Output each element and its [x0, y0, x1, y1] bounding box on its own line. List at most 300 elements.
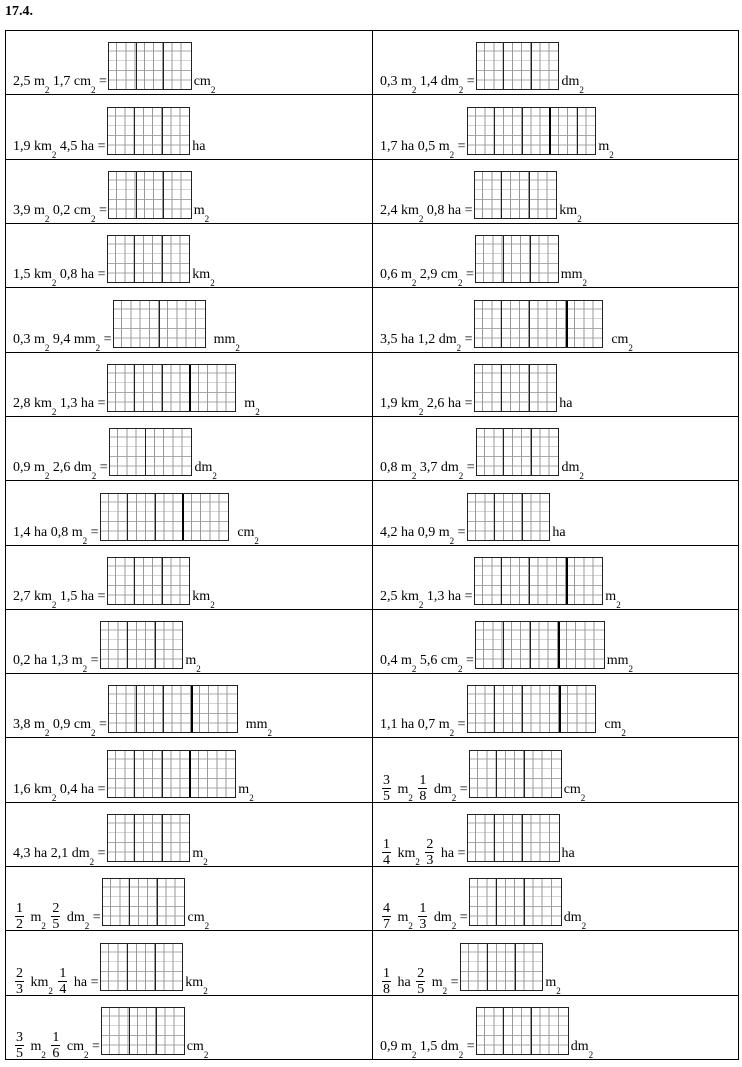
expression — [380, 927, 738, 997]
grid-group-separator — [162, 815, 163, 861]
unit-text: cm — [563, 781, 581, 797]
expression-text: 9,4 mm — [49, 331, 96, 347]
expression — [380, 27, 738, 94]
exercise-row — [6, 738, 739, 802]
unit-label: cm 2 — [187, 910, 210, 932]
grid-group-separator — [530, 236, 531, 282]
expression-text: = — [462, 653, 474, 669]
exercise-cell — [373, 609, 739, 673]
expression-text: cm — [63, 1039, 84, 1054]
fraction — [51, 1030, 60, 1061]
exercise-row — [6, 159, 739, 223]
expression-text: m — [394, 910, 409, 926]
fraction-denominator: 3 — [426, 853, 434, 869]
grid-group-separator — [134, 558, 135, 604]
unit-text: dm — [570, 1039, 589, 1054]
expression-text: 2,6 ha = — [423, 395, 473, 411]
expression-text: 0,9 m — [380, 1039, 412, 1054]
grid-group-separator — [531, 429, 532, 475]
expression-text: 2,9 cm — [416, 267, 458, 283]
expression — [380, 91, 738, 158]
unit-label: km 2 — [192, 267, 215, 289]
expression-text: 1,3 ha = — [423, 588, 473, 604]
grid-decimal-separator — [566, 558, 568, 604]
expression-text: = — [95, 717, 107, 733]
expression-text: 2,5 m — [13, 74, 45, 90]
expression — [380, 799, 738, 869]
exercise-cell — [373, 995, 739, 1059]
unit-label: m 2 — [244, 395, 260, 417]
grid-group-separator — [134, 751, 135, 797]
unit-label: mm 2 — [213, 331, 240, 353]
expression-label: 1,9 km 2 2,6 ha = — [380, 395, 473, 417]
answer-grid[interactable] — [469, 750, 562, 798]
unit-text: ha — [552, 524, 566, 540]
expression-label: $\frac{1}{8}$ ha $\frac{2}{5}$ m 2 = — [383, 965, 459, 997]
fraction-numerator: 1 — [383, 837, 390, 853]
grid-group-separator — [522, 815, 523, 861]
expression-text: 2,7 km — [13, 588, 52, 604]
unit-label: dm 2 — [563, 910, 587, 932]
answer-grid[interactable] — [102, 878, 186, 926]
expression-label: 0,4 m 2 5,6 cm 2 = — [380, 653, 474, 675]
grid-group-separator — [529, 365, 530, 411]
grid-group-separator — [501, 172, 502, 218]
grid-group-separator — [127, 494, 128, 540]
grid-group-separator — [529, 558, 530, 604]
unit-text: cm — [187, 910, 205, 926]
grid-group-separator — [136, 43, 137, 89]
fraction-numerator: 2 — [52, 901, 60, 917]
unit-label — [562, 846, 575, 862]
grid-group-separator — [501, 558, 502, 604]
answer-grid[interactable] — [474, 300, 604, 348]
expression-text: ha = — [437, 846, 466, 862]
expression-text: = — [87, 653, 99, 669]
exercise-row — [6, 481, 739, 545]
expression-label: 4,2 ha 0,9 m 2 = — [380, 524, 466, 546]
answer-grid[interactable] — [109, 428, 193, 476]
expression-text: 1,7 ha 0,5 m — [380, 138, 450, 154]
expression-label: 1,4 ha 0,8 m 2 = — [13, 524, 99, 546]
exercise-cell — [373, 416, 739, 480]
fraction — [418, 773, 427, 804]
unit-text: m — [192, 846, 204, 862]
grid-group-separator — [494, 815, 495, 861]
grid-group-separator — [487, 944, 488, 990]
expression-label: 0,9 m 2 2,6 dm 2 = — [13, 460, 108, 482]
answer-grid[interactable] — [467, 685, 597, 733]
grid-group-separator — [522, 686, 523, 732]
expression-label: $\frac{4}{7}$ m 2 $\frac{1}{3}$ dm 2 = — [383, 901, 468, 933]
expression-text: 1,5 ha = — [56, 588, 106, 604]
answer-grid[interactable] — [108, 42, 192, 90]
grid-decimal-separator — [558, 622, 560, 668]
expression-text: 3,9 m — [13, 202, 45, 218]
unit-label: cm 2 — [611, 331, 633, 353]
exercise-cell — [373, 31, 739, 95]
expression — [13, 799, 372, 866]
expression-text: 0,8 m — [380, 460, 412, 476]
expression-text: 1,5 km — [13, 267, 52, 283]
fraction-denominator: 5 — [417, 981, 425, 997]
exercise-cell — [373, 288, 739, 352]
expression-text — [413, 910, 417, 926]
expression-label: 0,6 m 2 2,9 cm 2 = — [380, 267, 474, 289]
expression-text: 1,3 ha = — [56, 395, 106, 411]
grid-group-separator — [529, 172, 530, 218]
unit-label: cm 2 — [186, 1039, 209, 1060]
exercise-cell — [373, 545, 739, 609]
fraction-numerator: 2 — [16, 965, 23, 981]
unit-label: m 2 — [598, 138, 614, 160]
expression-text: = — [454, 138, 466, 154]
expression-text: = — [463, 460, 475, 476]
unit-text: ha — [192, 138, 206, 154]
fraction — [15, 1030, 24, 1061]
exercise-row — [6, 31, 739, 95]
fraction — [418, 901, 427, 932]
unit-label: mm 2 — [606, 653, 633, 675]
answer-grid[interactable] — [100, 943, 184, 991]
expression-text: 0,3 m — [380, 74, 412, 90]
expression-label: $\frac{1}{4}$ km 2 $\frac{2}{3}$ ha = — [383, 837, 466, 869]
expression-text: dm — [63, 910, 85, 926]
unit-text: km — [192, 267, 211, 283]
grid-decimal-separator — [189, 365, 191, 411]
grid-group-separator — [155, 944, 156, 990]
expression-text: dm — [430, 910, 452, 926]
expression-text: 0,8 ha = — [56, 267, 106, 283]
expression — [380, 156, 738, 223]
expression-text: 5,6 cm — [416, 653, 458, 669]
fraction-denominator: 8 — [419, 788, 427, 804]
fraction — [15, 901, 24, 932]
expression-text: 4,2 ha 0,9 m — [380, 524, 450, 540]
exercise-cell — [6, 31, 373, 95]
exercise-cell — [6, 738, 373, 802]
unit-label: m 2 — [193, 202, 210, 224]
unit-text: km — [192, 588, 211, 604]
fraction-denominator: 4 — [383, 853, 390, 869]
expression-text: 2,6 dm — [49, 460, 92, 476]
grid-group-separator — [134, 365, 135, 411]
exercise-row — [6, 609, 739, 673]
expression-text: 1,6 km — [13, 781, 52, 797]
expression-label: 4,3 ha 2,1 dm 2 = — [13, 846, 106, 868]
expression-text — [46, 1039, 50, 1055]
unit-label: mm 2 — [245, 717, 272, 739]
unit-text: m — [598, 138, 610, 154]
grid-group-separator — [129, 879, 130, 925]
exercise-row — [6, 545, 739, 609]
fraction — [15, 966, 24, 997]
expression-text: 1,9 km — [380, 395, 419, 411]
grid-group-separator — [157, 879, 158, 925]
expression-label: 3,5 ha 1,2 dm 2 = — [380, 331, 473, 353]
exercise-row — [6, 995, 739, 1059]
expression-label: $\frac{1}{2}$ m 2 $\frac{2}{5}$ dm 2 = — [16, 901, 101, 933]
answer-grid[interactable] — [107, 814, 191, 862]
unit-text: mm — [560, 267, 583, 283]
fraction-numerator: 2 — [426, 837, 434, 853]
exercise-cell — [373, 95, 739, 159]
unit-label: m 2 — [605, 588, 621, 610]
exercise-cell — [373, 223, 739, 287]
exercise-cell — [373, 481, 739, 545]
grid-group-separator — [522, 494, 523, 540]
unit-label: dm 2 — [194, 460, 217, 482]
fraction — [382, 837, 391, 868]
unit-text: m — [238, 781, 250, 797]
grid-group-separator — [531, 1008, 532, 1054]
expression-label: 1,9 km 2 4,5 ha = — [13, 138, 106, 160]
expression — [380, 734, 738, 804]
expression-text: = — [94, 846, 106, 862]
unit-label: m 2 — [192, 846, 208, 868]
fraction-denominator: 5 — [16, 1046, 23, 1061]
fraction — [58, 966, 67, 997]
expression-text: 1,7 cm — [49, 74, 91, 90]
expression — [13, 734, 372, 801]
expression-text: 1,1 ha 0,7 m — [380, 717, 450, 733]
grid-group-separator — [503, 236, 504, 282]
grid-group-separator — [155, 622, 156, 668]
expression-label: 2,8 km 2 1,3 ha = — [13, 395, 106, 417]
fraction-denominator: 7 — [383, 917, 390, 933]
grid-group-separator — [503, 43, 504, 89]
grid-decimal-separator — [191, 686, 193, 732]
expression — [13, 477, 372, 544]
expression-text: = — [88, 1039, 100, 1054]
expression-label: 1,1 ha 0,7 m 2 = — [380, 717, 466, 739]
unit-label: km 2 — [192, 588, 215, 610]
expression-text: = — [456, 781, 468, 797]
expression-label: 1,5 km 2 0,8 ha = — [13, 267, 106, 289]
fraction-numerator: 1 — [419, 901, 427, 917]
answer-grid[interactable] — [475, 235, 559, 283]
expression-text: = — [456, 910, 468, 926]
unit-label: cm 2 — [604, 717, 626, 739]
unit-label: m 2 — [238, 781, 254, 803]
answer-grid[interactable] — [107, 364, 237, 412]
exercise-row — [6, 288, 739, 352]
exercise-row — [6, 223, 739, 287]
answer-grid[interactable] — [474, 557, 604, 605]
expression-text: m — [428, 974, 443, 990]
expression-text: 0,9 cm — [49, 717, 91, 733]
expression-label: 1,6 km 2 0,4 ha = — [13, 781, 106, 803]
grid-group-separator — [163, 43, 164, 89]
answer-grid[interactable] — [474, 364, 558, 412]
expression — [380, 606, 738, 673]
expression-text: ha = — [70, 974, 99, 990]
expression-text: km — [27, 974, 49, 990]
exercise-number: 17.4. — [5, 4, 33, 19]
answer-grid[interactable] — [100, 621, 184, 669]
unit-text: ha — [561, 846, 575, 862]
expression — [13, 606, 372, 673]
expression-text: ha — [394, 974, 415, 990]
fraction-denominator: 6 — [52, 1046, 60, 1061]
unit-label: mm 2 — [560, 267, 587, 289]
expression-text: 2,4 km — [380, 202, 419, 218]
exercise-row — [6, 674, 739, 738]
answer-grid[interactable] — [107, 235, 191, 283]
unit-label: m 2 — [545, 974, 561, 996]
answer-grid[interactable] — [107, 557, 191, 605]
exercise-cell — [6, 674, 373, 738]
expression-text: = — [447, 974, 459, 990]
grid-group-separator — [501, 365, 502, 411]
expression — [13, 91, 372, 158]
answer-grid[interactable] — [476, 428, 560, 476]
unit-text: m — [605, 588, 617, 604]
grid-group-separator — [159, 301, 160, 347]
expression-label: 2,4 km 2 0,8 ha = — [380, 202, 473, 224]
expression-text: 4,3 ha 2,1 dm — [13, 846, 90, 862]
unit-label: dm 2 — [561, 460, 584, 482]
unit-text: cm — [186, 1039, 204, 1054]
grid-group-separator — [163, 172, 164, 218]
answer-grid[interactable] — [108, 171, 192, 219]
answer-grid[interactable] — [475, 621, 605, 669]
expression-text: 3,7 dm — [416, 460, 459, 476]
grid-group-separator — [129, 1008, 130, 1054]
unit-label — [192, 139, 205, 155]
grid-decimal-separator — [549, 108, 551, 154]
unit-label: dm 2 — [561, 74, 584, 96]
expression — [13, 349, 372, 416]
answer-grid[interactable] — [460, 943, 544, 991]
fraction-numerator: 1 — [59, 965, 67, 981]
expression — [380, 477, 738, 544]
expression-label: $\frac{3}{5}$ m 2 $\frac{1}{6}$ cm 2 = — [16, 1030, 100, 1061]
exercise-table-body — [6, 31, 739, 1060]
answer-grid[interactable] — [108, 685, 238, 733]
grid-group-separator — [163, 686, 164, 732]
expression-text: 2,8 km — [13, 395, 52, 411]
exercise-row — [6, 931, 739, 995]
unit-label: cm 2 — [237, 524, 259, 546]
answer-grid[interactable] — [113, 300, 206, 348]
fraction-denominator: 4 — [59, 981, 67, 997]
expression — [380, 542, 738, 609]
expression — [380, 670, 738, 737]
fraction — [382, 966, 391, 997]
grid-group-separator — [524, 879, 525, 925]
answer-grid[interactable] — [469, 878, 562, 926]
exercise-row — [6, 802, 739, 866]
expression-label: 2,5 m 2 1,7 cm 2 = — [13, 74, 107, 96]
expression — [13, 670, 372, 737]
fraction-denominator: 5 — [52, 917, 60, 933]
expression-text: = — [462, 267, 474, 283]
expression-text: m — [394, 781, 409, 797]
expression-label: 0,9 m 2 1,5 dm 2 = — [380, 1039, 475, 1060]
unit-label: dm 2 — [570, 1039, 594, 1060]
exercise-cell — [6, 95, 373, 159]
expression-label: 2,7 km 2 1,5 ha = — [13, 588, 106, 610]
expression — [13, 413, 372, 480]
unit-text: ha — [559, 395, 573, 411]
unit-text: cm — [193, 74, 211, 90]
grid-group-separator — [530, 622, 531, 668]
answer-grid[interactable] — [474, 171, 558, 219]
unit-label: cm 2 — [193, 74, 216, 96]
fraction — [382, 773, 391, 804]
grid-group-separator — [155, 494, 156, 540]
expression-text — [413, 782, 417, 798]
grid-group-separator — [156, 1008, 157, 1054]
expression-text: 0,9 m — [13, 460, 45, 476]
expression-label: $\frac{3}{5}$ m 2 $\frac{1}{8}$ dm 2 = — [383, 772, 468, 804]
fraction-numerator: 1 — [52, 1030, 60, 1045]
answer-grid[interactable] — [467, 493, 551, 541]
answer-grid[interactable] — [467, 814, 560, 862]
grid-group-separator — [501, 301, 502, 347]
unit-label: km 2 — [185, 974, 208, 996]
expression-text: m — [27, 910, 42, 926]
expression — [380, 413, 738, 480]
answer-grid[interactable] — [107, 750, 237, 798]
unit-text: m — [545, 974, 557, 990]
fraction — [51, 901, 60, 932]
fraction-numerator: 1 — [16, 901, 23, 917]
exercise-cell — [373, 738, 739, 802]
expression — [13, 992, 372, 1059]
expression — [13, 927, 372, 997]
exercise-cell — [6, 931, 373, 995]
grid-decimal-separator — [559, 686, 561, 732]
expression-label: 3,9 m 2 0,2 cm 2 = — [13, 202, 107, 224]
grid-group-separator — [162, 365, 163, 411]
exercise-cell — [6, 416, 373, 480]
expression-text: 1,5 dm — [416, 1039, 459, 1054]
answer-grid[interactable] — [476, 1007, 569, 1055]
fraction — [416, 966, 425, 997]
grid-group-separator — [136, 686, 137, 732]
unit-text: cm — [237, 524, 255, 540]
unit-text: dm — [561, 460, 580, 476]
fraction-numerator: 1 — [419, 772, 427, 788]
grid-decimal-separator — [566, 301, 568, 347]
answer-grid[interactable] — [101, 1007, 185, 1055]
expression-text: = — [95, 202, 107, 218]
grid-group-separator — [496, 751, 497, 797]
grid-group-separator — [162, 108, 163, 154]
expression-label: 3,8 m 2 0,9 cm 2 = — [13, 717, 107, 739]
answer-grid[interactable] — [100, 493, 230, 541]
fraction-numerator: 3 — [16, 1030, 23, 1045]
answer-grid[interactable] — [107, 107, 191, 155]
grid-group-separator — [503, 1008, 504, 1054]
exercise-cell — [6, 995, 373, 1059]
expression — [13, 220, 372, 287]
grid-group-separator — [522, 108, 523, 154]
fraction-denominator: 2 — [16, 917, 23, 933]
exercise-cell — [373, 867, 739, 931]
exercise-cell — [6, 223, 373, 287]
grid-group-separator — [134, 108, 135, 154]
unit-text: mm — [213, 331, 236, 347]
exercise-row — [6, 352, 739, 416]
answer-grid[interactable] — [467, 107, 597, 155]
exercise-cell — [6, 545, 373, 609]
answer-grid[interactable] — [476, 42, 560, 90]
grid-group-separator — [145, 429, 146, 475]
grid-group-separator — [127, 622, 128, 668]
